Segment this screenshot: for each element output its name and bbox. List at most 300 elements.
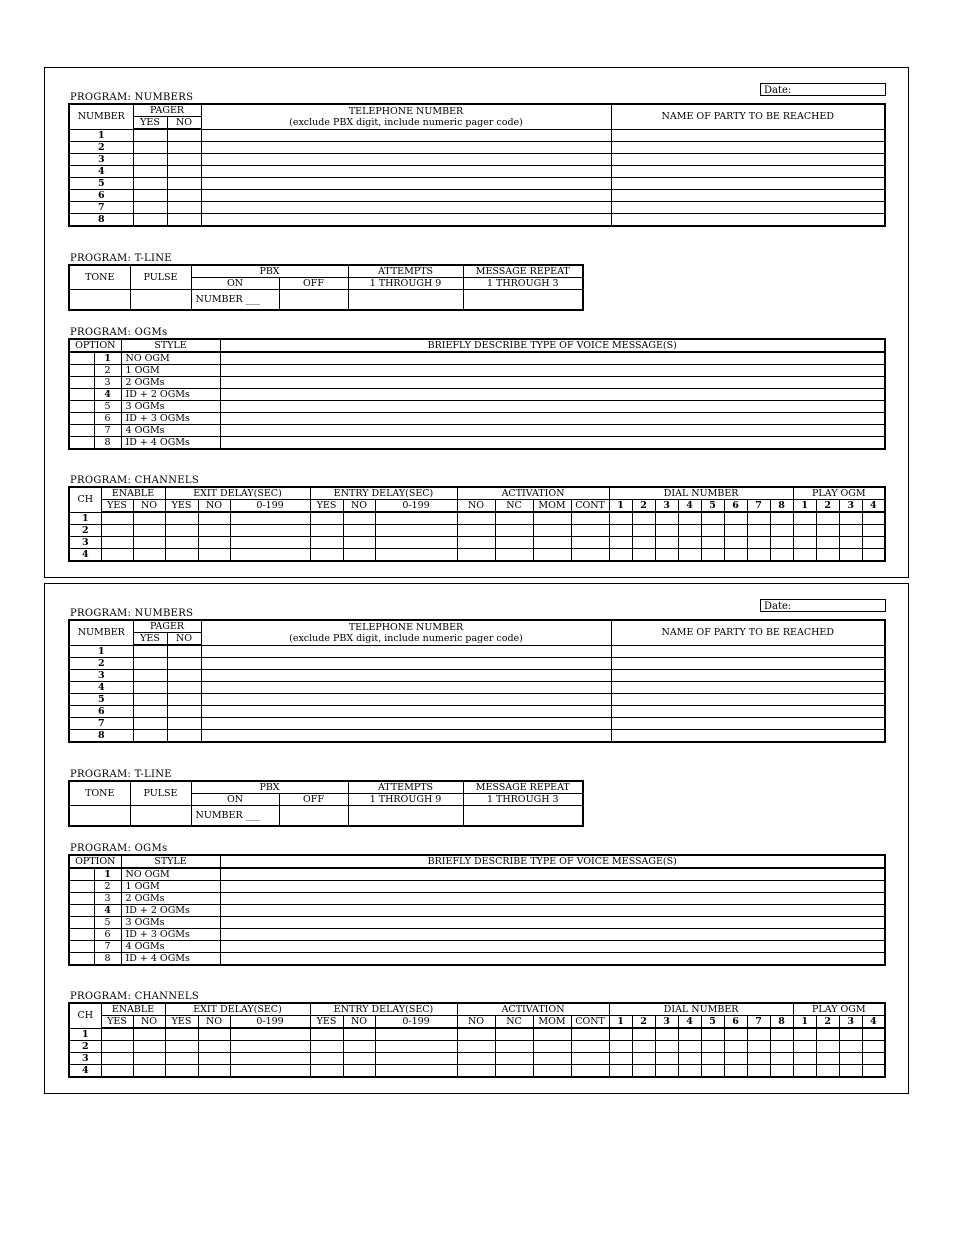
pager-no-cell[interactable] [167, 645, 201, 658]
option-check-cell[interactable] [69, 352, 94, 365]
describe-cell[interactable] [220, 941, 885, 953]
option-check-cell[interactable] [69, 389, 94, 401]
channel-cell[interactable] [816, 525, 839, 537]
telephone-cell[interactable] [201, 645, 611, 658]
channel-cell[interactable] [133, 1028, 165, 1041]
channel-cell[interactable] [101, 1065, 133, 1078]
telephone-cell[interactable] [201, 730, 611, 743]
channel-cell[interactable] [343, 537, 375, 549]
option-check-cell[interactable] [69, 425, 94, 437]
channel-cell[interactable] [862, 1065, 885, 1078]
channel-cell[interactable] [343, 549, 375, 562]
channel-cell[interactable] [310, 1065, 343, 1078]
pager-no-cell[interactable] [167, 202, 201, 214]
channel-cell[interactable] [198, 1028, 230, 1041]
option-check-cell[interactable] [69, 401, 94, 413]
party-name-cell[interactable] [611, 166, 885, 178]
channel-cell[interactable] [133, 1053, 165, 1065]
pager-yes-cell[interactable] [133, 178, 167, 190]
channel-cell[interactable] [816, 549, 839, 562]
channel-cell[interactable] [609, 1041, 632, 1053]
msg-repeat-cell[interactable] [463, 806, 583, 827]
pager-yes-cell[interactable] [133, 202, 167, 214]
channel-cell[interactable] [310, 549, 343, 562]
channel-cell[interactable] [457, 1028, 495, 1041]
channel-cell[interactable] [457, 1053, 495, 1065]
channel-cell[interactable] [230, 549, 310, 562]
channel-cell[interactable] [724, 537, 747, 549]
option-check-cell[interactable] [69, 377, 94, 389]
telephone-cell[interactable] [201, 658, 611, 670]
channel-cell[interactable] [609, 525, 632, 537]
channel-cell[interactable] [862, 525, 885, 537]
describe-cell[interactable] [220, 881, 885, 893]
channel-cell[interactable] [230, 512, 310, 525]
channel-cell[interactable] [655, 549, 678, 562]
channel-cell[interactable] [310, 512, 343, 525]
pager-no-cell[interactable] [167, 178, 201, 190]
channel-cell[interactable] [678, 537, 701, 549]
channel-cell[interactable] [165, 1065, 198, 1078]
pbx-off-cell[interactable] [279, 806, 348, 827]
channel-cell[interactable] [230, 537, 310, 549]
pager-yes-cell[interactable] [133, 214, 167, 227]
channel-cell[interactable] [533, 525, 571, 537]
channel-cell[interactable] [862, 1028, 885, 1041]
option-check-cell[interactable] [69, 437, 94, 450]
channel-cell[interactable] [632, 1065, 655, 1078]
pager-yes-cell[interactable] [133, 718, 167, 730]
pager-yes-cell[interactable] [133, 658, 167, 670]
pager-yes-cell[interactable] [133, 142, 167, 154]
channel-cell[interactable] [655, 512, 678, 525]
pager-yes-cell[interactable] [133, 190, 167, 202]
pbx-number-cell[interactable]: NUMBER ___ [191, 806, 279, 827]
option-check-cell[interactable] [69, 905, 94, 917]
channel-cell[interactable] [839, 512, 862, 525]
channel-cell[interactable] [701, 512, 724, 525]
party-name-cell[interactable] [611, 658, 885, 670]
describe-cell[interactable] [220, 868, 885, 881]
channel-cell[interactable] [701, 1041, 724, 1053]
channel-cell[interactable] [375, 537, 457, 549]
channel-cell[interactable] [724, 549, 747, 562]
describe-cell[interactable] [220, 953, 885, 966]
describe-cell[interactable] [220, 365, 885, 377]
party-name-cell[interactable] [611, 694, 885, 706]
pager-no-cell[interactable] [167, 658, 201, 670]
telephone-cell[interactable] [201, 202, 611, 214]
option-check-cell[interactable] [69, 365, 94, 377]
channel-cell[interactable] [770, 525, 793, 537]
channel-cell[interactable] [655, 1065, 678, 1078]
channel-cell[interactable] [770, 1041, 793, 1053]
channel-cell[interactable] [571, 512, 609, 525]
attempts-cell[interactable] [348, 290, 463, 311]
channel-cell[interactable] [609, 537, 632, 549]
channel-cell[interactable] [770, 512, 793, 525]
channel-cell[interactable] [678, 549, 701, 562]
channel-cell[interactable] [770, 537, 793, 549]
channel-cell[interactable] [747, 525, 770, 537]
describe-cell[interactable] [220, 917, 885, 929]
option-check-cell[interactable] [69, 929, 94, 941]
channel-cell[interactable] [678, 1028, 701, 1041]
channel-cell[interactable] [816, 1028, 839, 1041]
channel-cell[interactable] [793, 525, 816, 537]
pager-no-cell[interactable] [167, 682, 201, 694]
pager-no-cell[interactable] [167, 670, 201, 682]
describe-cell[interactable] [220, 905, 885, 917]
party-name-cell[interactable] [611, 706, 885, 718]
pulse-cell[interactable] [130, 806, 191, 827]
telephone-cell[interactable] [201, 190, 611, 202]
channel-cell[interactable] [770, 549, 793, 562]
channel-cell[interactable] [165, 1041, 198, 1053]
party-name-cell[interactable] [611, 190, 885, 202]
channel-cell[interactable] [724, 1053, 747, 1065]
channel-cell[interactable] [375, 1041, 457, 1053]
channel-cell[interactable] [770, 1053, 793, 1065]
party-name-cell[interactable] [611, 129, 885, 142]
channel-cell[interactable] [198, 537, 230, 549]
channel-cell[interactable] [457, 537, 495, 549]
channel-cell[interactable] [724, 1041, 747, 1053]
pager-no-cell[interactable] [167, 706, 201, 718]
pulse-cell[interactable] [130, 290, 191, 311]
channel-cell[interactable] [701, 549, 724, 562]
channel-cell[interactable] [101, 1028, 133, 1041]
channel-cell[interactable] [839, 1041, 862, 1053]
channel-cell[interactable] [862, 1041, 885, 1053]
option-check-cell[interactable] [69, 917, 94, 929]
channel-cell[interactable] [101, 1041, 133, 1053]
channel-cell[interactable] [678, 512, 701, 525]
party-name-cell[interactable] [611, 142, 885, 154]
channel-cell[interactable] [747, 1041, 770, 1053]
channel-cell[interactable] [101, 549, 133, 562]
channel-cell[interactable] [609, 512, 632, 525]
date-field[interactable] [760, 83, 886, 96]
pager-yes-cell[interactable] [133, 166, 167, 178]
party-name-cell[interactable] [611, 154, 885, 166]
channel-cell[interactable] [701, 1028, 724, 1041]
channel-cell[interactable] [862, 549, 885, 562]
channel-cell[interactable] [571, 1041, 609, 1053]
channel-cell[interactable] [571, 537, 609, 549]
channel-cell[interactable] [165, 512, 198, 525]
telephone-cell[interactable] [201, 214, 611, 227]
channel-cell[interactable] [198, 512, 230, 525]
channel-cell[interactable] [101, 1053, 133, 1065]
channel-cell[interactable] [678, 525, 701, 537]
channel-cell[interactable] [770, 1065, 793, 1078]
channel-cell[interactable] [655, 1053, 678, 1065]
channel-cell[interactable] [495, 1041, 533, 1053]
channel-cell[interactable] [609, 549, 632, 562]
describe-cell[interactable] [220, 893, 885, 905]
describe-cell[interactable] [220, 401, 885, 413]
channel-cell[interactable] [632, 1041, 655, 1053]
channel-cell[interactable] [793, 1028, 816, 1041]
channel-cell[interactable] [495, 1065, 533, 1078]
channel-cell[interactable] [632, 1053, 655, 1065]
channel-cell[interactable] [310, 537, 343, 549]
channel-cell[interactable] [632, 512, 655, 525]
party-name-cell[interactable] [611, 178, 885, 190]
channel-cell[interactable] [862, 512, 885, 525]
channel-cell[interactable] [609, 1028, 632, 1041]
telephone-cell[interactable] [201, 166, 611, 178]
msg-repeat-cell[interactable] [463, 290, 583, 311]
channel-cell[interactable] [678, 1041, 701, 1053]
channel-cell[interactable] [571, 1028, 609, 1041]
option-check-cell[interactable] [69, 941, 94, 953]
describe-cell[interactable] [220, 425, 885, 437]
pager-no-cell[interactable] [167, 166, 201, 178]
channel-cell[interactable] [457, 512, 495, 525]
party-name-cell[interactable] [611, 645, 885, 658]
channel-cell[interactable] [816, 1065, 839, 1078]
channel-cell[interactable] [701, 1053, 724, 1065]
channel-cell[interactable] [533, 1065, 571, 1078]
channel-cell[interactable] [862, 1053, 885, 1065]
telephone-cell[interactable] [201, 670, 611, 682]
channel-cell[interactable] [632, 537, 655, 549]
channel-cell[interactable] [747, 1028, 770, 1041]
channel-cell[interactable] [495, 1028, 533, 1041]
telephone-cell[interactable] [201, 178, 611, 190]
channel-cell[interactable] [701, 525, 724, 537]
channel-cell[interactable] [816, 1041, 839, 1053]
channel-cell[interactable] [101, 537, 133, 549]
channel-cell[interactable] [165, 1053, 198, 1065]
pager-no-cell[interactable] [167, 142, 201, 154]
option-check-cell[interactable] [69, 413, 94, 425]
channel-cell[interactable] [571, 525, 609, 537]
channel-cell[interactable] [839, 1028, 862, 1041]
channel-cell[interactable] [747, 512, 770, 525]
channel-cell[interactable] [343, 525, 375, 537]
pager-no-cell[interactable] [167, 694, 201, 706]
telephone-cell[interactable] [201, 129, 611, 142]
channel-cell[interactable] [310, 1028, 343, 1041]
channel-cell[interactable] [133, 537, 165, 549]
channel-cell[interactable] [678, 1065, 701, 1078]
channel-cell[interactable] [457, 1065, 495, 1078]
channel-cell[interactable] [310, 1041, 343, 1053]
pager-yes-cell[interactable] [133, 670, 167, 682]
channel-cell[interactable] [310, 1053, 343, 1065]
channel-cell[interactable] [571, 549, 609, 562]
pager-no-cell[interactable] [167, 129, 201, 142]
channel-cell[interactable] [793, 1065, 816, 1078]
channel-cell[interactable] [793, 549, 816, 562]
channel-cell[interactable] [230, 1041, 310, 1053]
channel-cell[interactable] [133, 1065, 165, 1078]
channel-cell[interactable] [230, 525, 310, 537]
pager-yes-cell[interactable] [133, 730, 167, 743]
pager-yes-cell[interactable] [133, 645, 167, 658]
channel-cell[interactable] [230, 1028, 310, 1041]
channel-cell[interactable] [198, 1065, 230, 1078]
channel-cell[interactable] [375, 1065, 457, 1078]
channel-cell[interactable] [198, 525, 230, 537]
describe-cell[interactable] [220, 389, 885, 401]
channel-cell[interactable] [655, 537, 678, 549]
channel-cell[interactable] [609, 1065, 632, 1078]
channel-cell[interactable] [839, 525, 862, 537]
channel-cell[interactable] [655, 525, 678, 537]
channel-cell[interactable] [724, 512, 747, 525]
channel-cell[interactable] [724, 525, 747, 537]
pager-yes-cell[interactable] [133, 706, 167, 718]
channel-cell[interactable] [571, 1053, 609, 1065]
channel-cell[interactable] [198, 1053, 230, 1065]
party-name-cell[interactable] [611, 214, 885, 227]
channel-cell[interactable] [165, 537, 198, 549]
telephone-cell[interactable] [201, 142, 611, 154]
channel-cell[interactable] [375, 525, 457, 537]
party-name-cell[interactable] [611, 718, 885, 730]
channel-cell[interactable] [632, 1028, 655, 1041]
pager-no-cell[interactable] [167, 154, 201, 166]
channel-cell[interactable] [495, 549, 533, 562]
channel-cell[interactable] [343, 1041, 375, 1053]
pager-no-cell[interactable] [167, 190, 201, 202]
pager-yes-cell[interactable] [133, 129, 167, 142]
describe-cell[interactable] [220, 437, 885, 450]
pager-yes-cell[interactable] [133, 682, 167, 694]
describe-cell[interactable] [220, 413, 885, 425]
pager-no-cell[interactable] [167, 718, 201, 730]
channel-cell[interactable] [816, 512, 839, 525]
channel-cell[interactable] [793, 512, 816, 525]
channel-cell[interactable] [793, 1041, 816, 1053]
channel-cell[interactable] [655, 1041, 678, 1053]
channel-cell[interactable] [343, 512, 375, 525]
option-check-cell[interactable] [69, 953, 94, 966]
channel-cell[interactable] [678, 1053, 701, 1065]
channel-cell[interactable] [839, 537, 862, 549]
describe-cell[interactable] [220, 377, 885, 389]
channel-cell[interactable] [457, 549, 495, 562]
channel-cell[interactable] [375, 512, 457, 525]
describe-cell[interactable] [220, 929, 885, 941]
channel-cell[interactable] [862, 537, 885, 549]
channel-cell[interactable] [816, 1053, 839, 1065]
channel-cell[interactable] [310, 525, 343, 537]
channel-cell[interactable] [495, 1053, 533, 1065]
party-name-cell[interactable] [611, 670, 885, 682]
channel-cell[interactable] [632, 549, 655, 562]
channel-cell[interactable] [839, 1053, 862, 1065]
tone-cell[interactable] [69, 290, 130, 311]
channel-cell[interactable] [101, 512, 133, 525]
channel-cell[interactable] [343, 1053, 375, 1065]
channel-cell[interactable] [655, 1028, 678, 1041]
channel-cell[interactable] [495, 512, 533, 525]
pbx-number-cell[interactable]: NUMBER ___ [191, 290, 279, 311]
channel-cell[interactable] [165, 549, 198, 562]
option-check-cell[interactable] [69, 868, 94, 881]
channel-cell[interactable] [343, 1065, 375, 1078]
channel-cell[interactable] [571, 1065, 609, 1078]
channel-cell[interactable] [533, 1053, 571, 1065]
channel-cell[interactable] [495, 525, 533, 537]
telephone-cell[interactable] [201, 154, 611, 166]
channel-cell[interactable] [770, 1028, 793, 1041]
channel-cell[interactable] [793, 1053, 816, 1065]
channel-cell[interactable] [724, 1065, 747, 1078]
channel-cell[interactable] [816, 537, 839, 549]
channel-cell[interactable] [133, 1041, 165, 1053]
channel-cell[interactable] [133, 525, 165, 537]
party-name-cell[interactable] [611, 730, 885, 743]
telephone-cell[interactable] [201, 706, 611, 718]
option-check-cell[interactable] [69, 881, 94, 893]
channel-cell[interactable] [375, 1028, 457, 1041]
channel-cell[interactable] [198, 549, 230, 562]
pager-no-cell[interactable] [167, 214, 201, 227]
channel-cell[interactable] [533, 512, 571, 525]
channel-cell[interactable] [747, 549, 770, 562]
option-check-cell[interactable] [69, 893, 94, 905]
channel-cell[interactable] [609, 1053, 632, 1065]
date-field[interactable] [760, 599, 886, 612]
party-name-cell[interactable] [611, 202, 885, 214]
channel-cell[interactable] [165, 525, 198, 537]
channel-cell[interactable] [839, 549, 862, 562]
pager-yes-cell[interactable] [133, 694, 167, 706]
attempts-cell[interactable] [348, 806, 463, 827]
channel-cell[interactable] [533, 1041, 571, 1053]
channel-cell[interactable] [533, 537, 571, 549]
channel-cell[interactable] [533, 1028, 571, 1041]
channel-cell[interactable] [724, 1028, 747, 1041]
channel-cell[interactable] [793, 537, 816, 549]
channel-cell[interactable] [747, 1053, 770, 1065]
channel-cell[interactable] [839, 1065, 862, 1078]
channel-cell[interactable] [533, 549, 571, 562]
pbx-off-cell[interactable] [279, 290, 348, 311]
pager-no-cell[interactable] [167, 730, 201, 743]
channel-cell[interactable] [133, 512, 165, 525]
channel-cell[interactable] [101, 525, 133, 537]
channel-cell[interactable] [165, 1028, 198, 1041]
channel-cell[interactable] [632, 525, 655, 537]
describe-cell[interactable] [220, 352, 885, 365]
channel-cell[interactable] [457, 525, 495, 537]
channel-cell[interactable] [375, 1053, 457, 1065]
channel-cell[interactable] [343, 1028, 375, 1041]
telephone-cell[interactable] [201, 718, 611, 730]
party-name-cell[interactable] [611, 682, 885, 694]
channel-cell[interactable] [701, 1065, 724, 1078]
channel-cell[interactable] [133, 549, 165, 562]
channel-cell[interactable] [747, 537, 770, 549]
channel-cell[interactable] [230, 1065, 310, 1078]
channel-cell[interactable] [701, 537, 724, 549]
channel-cell[interactable] [375, 549, 457, 562]
channel-cell[interactable] [198, 1041, 230, 1053]
telephone-cell[interactable] [201, 694, 611, 706]
channel-cell[interactable] [457, 1041, 495, 1053]
channel-cell[interactable] [747, 1065, 770, 1078]
tone-cell[interactable] [69, 806, 130, 827]
pager-yes-cell[interactable] [133, 154, 167, 166]
channel-cell[interactable] [230, 1053, 310, 1065]
